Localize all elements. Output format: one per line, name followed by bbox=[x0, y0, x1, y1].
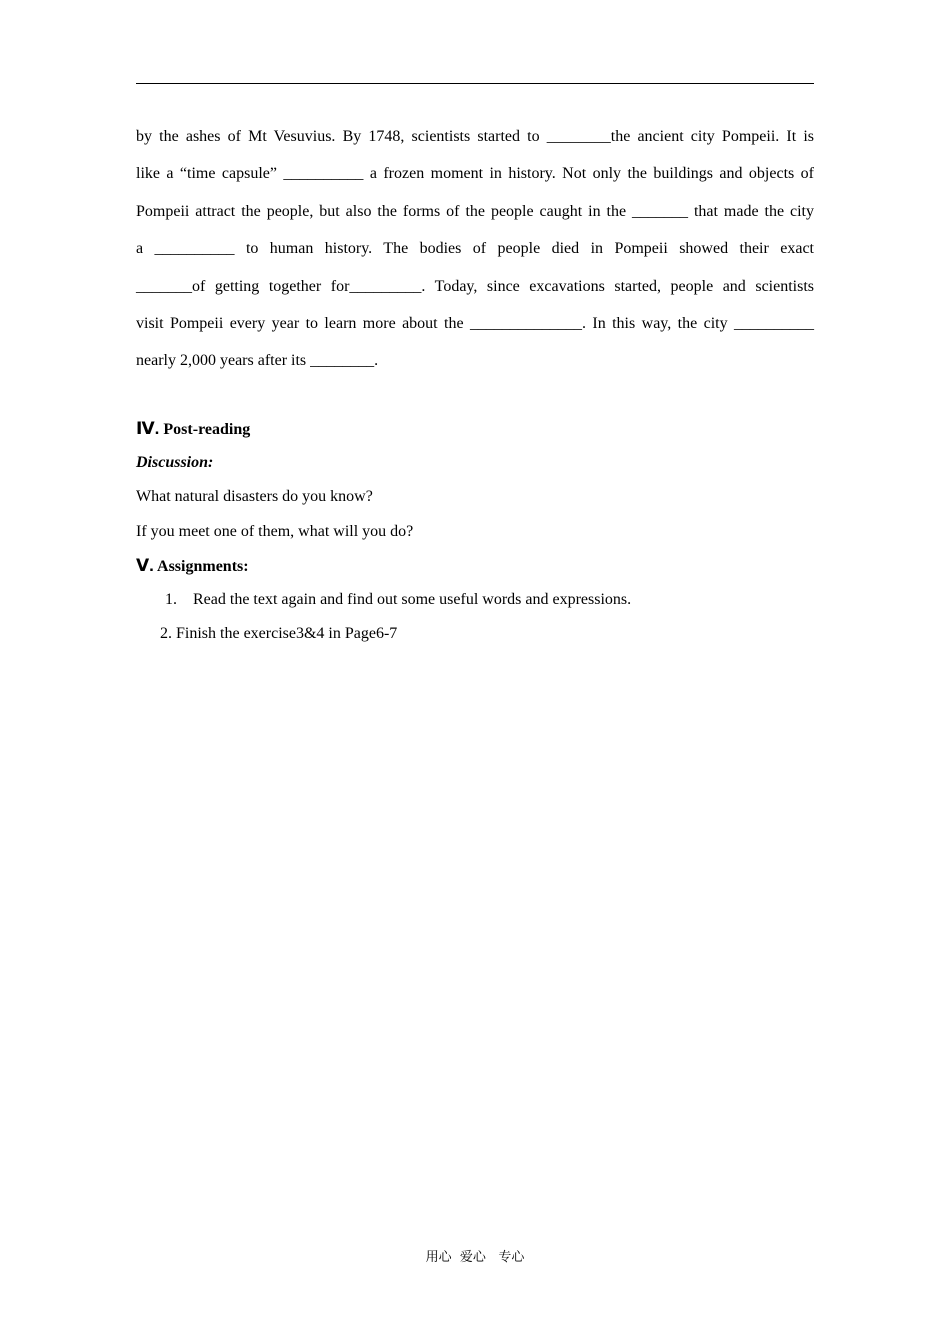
assignment-text-2: Finish the exercise3&4 in Page6-7 bbox=[176, 625, 398, 642]
assignments-title: Assignments: bbox=[157, 558, 249, 575]
discussion-question-2: If you meet one of them, what will you do? bbox=[136, 523, 414, 540]
post-reading-title: Post-reading bbox=[163, 421, 251, 438]
assignments-heading bbox=[136, 556, 814, 577]
passage-line-2: like a “time capsule” __________ a frozen moment in history. Not only the buildings and objects of bbox=[136, 165, 814, 183]
passage-line-3: Pompeii attract the people, but also the forms of the people caught in the _______ that made the city bbox=[136, 202, 814, 220]
discussion-question-1: What natural disasters do you know? bbox=[136, 488, 373, 505]
passage-line-7: nearly 2,000 years after its ________. bbox=[136, 352, 379, 370]
passage-line-5: _______of getting together for_________. Today, since excavations started, people and scientists bbox=[136, 277, 814, 295]
assignment-text-1: Read the text again and find out some useful words and expressions. bbox=[193, 591, 632, 608]
post-reading-heading bbox=[136, 419, 814, 440]
discussion-label: Discussion: bbox=[136, 454, 214, 471]
section-numeral-5: Ⅴ. bbox=[136, 556, 154, 575]
assignment-number-2: 2. bbox=[160, 625, 172, 642]
page-footer: 用心 爱心 专心 bbox=[425, 1250, 525, 1265]
assignment-item-1 bbox=[165, 590, 631, 610]
assignment-number-1: 1. bbox=[165, 591, 177, 608]
assignment-item-2 bbox=[160, 624, 397, 644]
passage-line-1: by the ashes of Mt Vesuvius. By 1748, scientists started to ________the ancient city Pompeii. It is bbox=[136, 128, 814, 145]
header-rule bbox=[136, 83, 814, 84]
passage-line-6: visit Pompeii every year to learn more about the ______________. In this way, the city __________ bbox=[136, 314, 814, 332]
cloze-passage bbox=[136, 118, 814, 380]
passage-line-4: a __________ to human history. The bodies of people died in Pompeii showed their exact bbox=[136, 240, 814, 258]
section-numeral-4: Ⅳ. bbox=[136, 419, 160, 438]
